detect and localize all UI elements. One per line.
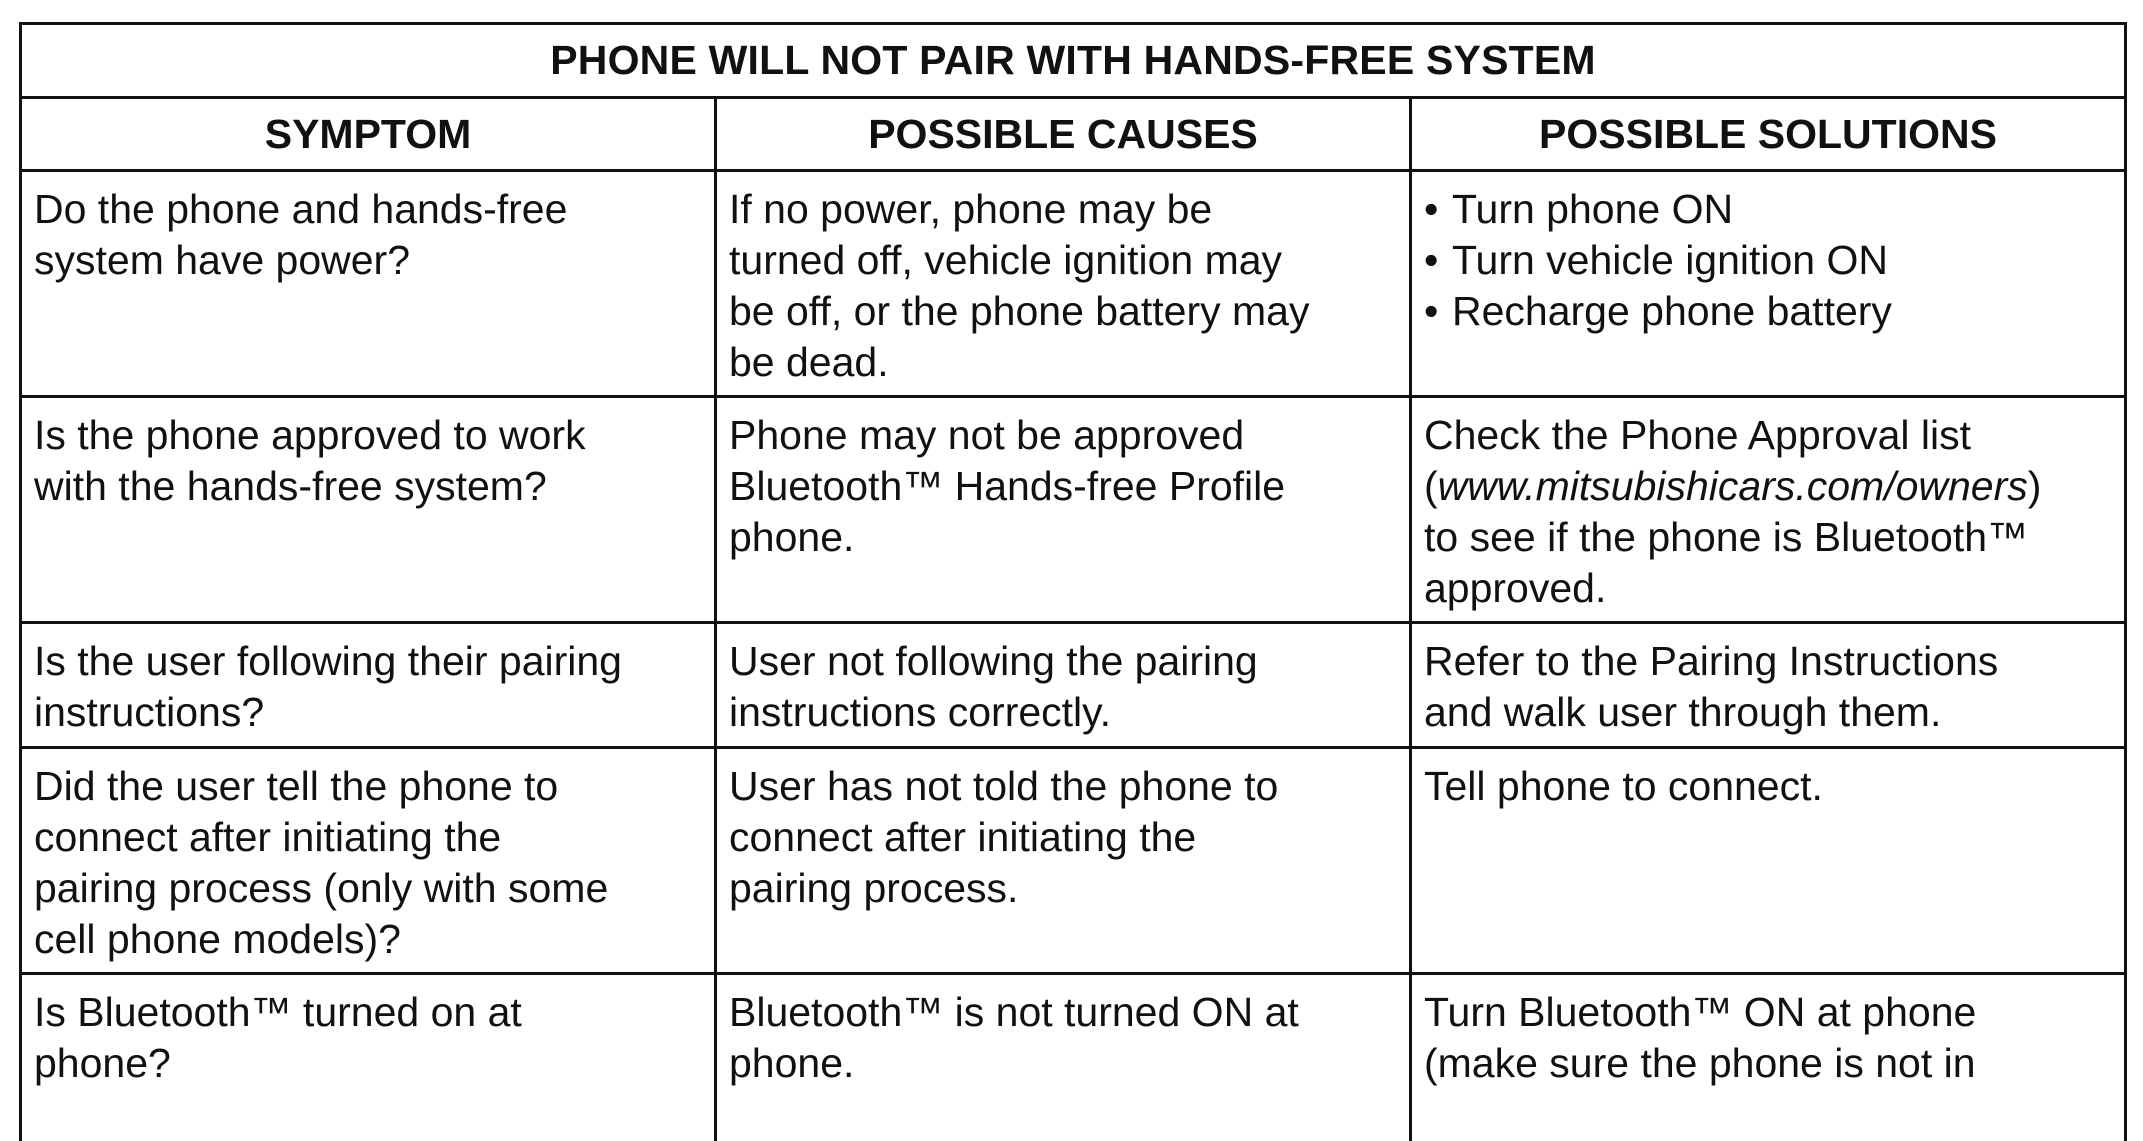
bullet-text: Turn vehicle ignition ON bbox=[1452, 237, 1889, 283]
solution-cell bbox=[1412, 398, 2124, 621]
text-line: Phone may not be approved bbox=[729, 412, 1245, 458]
cause-cell bbox=[717, 398, 1412, 621]
text-line: Is the user following their pairing bbox=[34, 638, 622, 684]
text-line: pairing process. bbox=[729, 865, 1019, 911]
bullet-text: Turn phone ON bbox=[1452, 186, 1734, 232]
text-line: to see if the phone is Bluetooth™ bbox=[1424, 514, 2029, 560]
text-line: approved. bbox=[1424, 565, 1607, 611]
text-line bbox=[1424, 461, 2112, 512]
table-row bbox=[22, 172, 2124, 398]
symptom-cell bbox=[22, 975, 717, 1141]
text-line: phone? bbox=[34, 1040, 171, 1086]
text-line: instructions correctly. bbox=[729, 689, 1112, 735]
cause-cell bbox=[717, 749, 1412, 972]
solution-cell bbox=[1412, 172, 2124, 395]
text-line: pairing process (only with some bbox=[34, 865, 609, 911]
paren-open: ( bbox=[1424, 463, 1438, 509]
text-line: User has not told the phone to bbox=[729, 763, 1279, 809]
text-line: Bluetooth™ Hands-free Profile bbox=[729, 463, 1286, 509]
text-line: Refer to the Pairing Instructions bbox=[1424, 638, 1999, 684]
text-line: Check the Phone Approval list bbox=[1424, 412, 1971, 458]
symptom-cell bbox=[22, 172, 717, 395]
text-line: instructions? bbox=[34, 689, 265, 735]
table-row bbox=[22, 624, 2124, 749]
text-line: and walk user through them. bbox=[1424, 689, 1942, 735]
troubleshooting-table bbox=[19, 22, 2127, 1141]
symptom-cell bbox=[22, 749, 717, 972]
text-line: phone. bbox=[729, 514, 855, 560]
table-title: PHONE WILL NOT PAIR WITH HANDS-FREE SYSTEM bbox=[22, 25, 2124, 99]
bullet-icon: • bbox=[1424, 186, 1439, 232]
bullet-item bbox=[1424, 235, 2112, 286]
solution-cell bbox=[1412, 975, 2124, 1141]
text-line: Turn Bluetooth™ ON at phone bbox=[1424, 989, 1977, 1035]
solution-cell bbox=[1412, 749, 2124, 972]
table-row bbox=[22, 398, 2124, 624]
text-line: If no power, phone may be bbox=[729, 186, 1213, 232]
header-possible-solutions: POSSIBLE SOLUTIONS bbox=[1539, 110, 1997, 157]
text-line: cell phone models)? bbox=[34, 916, 401, 962]
cause-cell bbox=[717, 975, 1412, 1141]
table-row bbox=[22, 975, 2124, 1141]
owners-url-link: www.mitsubishicars.com/owners bbox=[1437, 463, 2028, 509]
text-line: Do the phone and hands-free bbox=[34, 186, 568, 232]
text-line: turned off, vehicle ignition may bbox=[729, 237, 1283, 283]
cause-cell bbox=[717, 172, 1412, 395]
header-possible-causes: POSSIBLE CAUSES bbox=[717, 99, 1412, 169]
bullet-icon: • bbox=[1424, 237, 1439, 283]
text-line: connect after initiating the bbox=[729, 814, 1197, 860]
symptom-cell bbox=[22, 398, 717, 621]
solution-cell bbox=[1412, 624, 2124, 746]
table-header-row bbox=[22, 99, 2124, 172]
header-symptom: SYMPTOM bbox=[22, 99, 717, 169]
text-line: be dead. bbox=[729, 339, 889, 385]
table-row bbox=[22, 749, 2124, 975]
text-line: system have power? bbox=[34, 237, 411, 283]
text-line: Is Bluetooth™ turned on at bbox=[34, 989, 522, 1035]
text-line: with the hands-free system? bbox=[34, 463, 547, 509]
bullet-item bbox=[1424, 286, 2112, 337]
text-line: Tell phone to connect. bbox=[1424, 763, 1823, 809]
text-line: be off, or the phone battery may bbox=[729, 288, 1310, 334]
cause-cell bbox=[717, 624, 1412, 746]
bullet-icon: • bbox=[1424, 288, 1439, 334]
text-line: connect after initiating the bbox=[34, 814, 502, 860]
text-line: Is the phone approved to work bbox=[34, 412, 586, 458]
paren-close: ) bbox=[2027, 463, 2042, 509]
text-line: Did the user tell the phone to bbox=[34, 763, 559, 809]
text-line: phone. bbox=[729, 1040, 855, 1086]
bullet-item bbox=[1424, 184, 2112, 235]
symptom-cell bbox=[22, 624, 717, 746]
bullet-text: Recharge phone battery bbox=[1452, 288, 1892, 334]
text-line: Bluetooth™ is not turned ON at bbox=[729, 989, 1299, 1035]
text-line: (make sure the phone is not in bbox=[1424, 1040, 1976, 1086]
text-line: User not following the pairing bbox=[729, 638, 1258, 684]
